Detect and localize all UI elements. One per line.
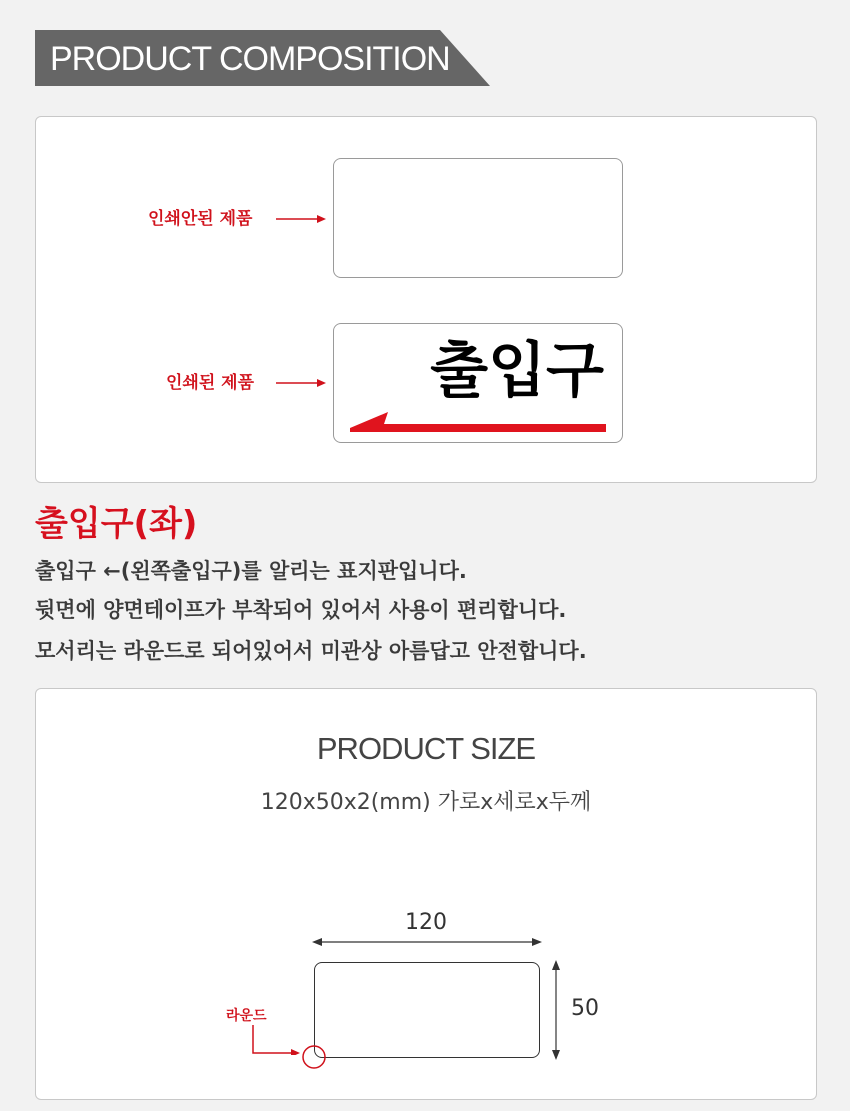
unprinted-sign-preview	[333, 158, 623, 278]
left-arrow-icon	[350, 410, 606, 432]
double-horizontal-arrow-icon	[312, 935, 542, 949]
size-panel	[35, 688, 817, 1100]
product-outline	[314, 962, 540, 1058]
size-dimensions: 120x50x2(mm) 가로x세로x두께	[260, 790, 592, 815]
description-line-1: 출입구 ←(왼쪽출입구)를 알리는 표지판입니다.	[35, 559, 467, 583]
description-line-2: 뒷면에 양면테이프가 부착되어 있어서 사용이 편리합니다.	[35, 598, 567, 622]
description-line-3: 모서리는 라운드로 되어있어서 미관상 아름답고 안전합니다.	[35, 639, 587, 663]
sign-text: 출입구	[430, 336, 604, 406]
right-arrow-icon	[276, 212, 326, 226]
height-label: 50	[571, 996, 599, 1021]
unprinted-product-label: 인쇄안된 제품	[148, 209, 253, 229]
right-arrow-icon	[251, 1025, 301, 1055]
product-heading: 출입구(좌)	[35, 504, 198, 544]
width-label: 120	[405, 910, 447, 935]
size-title: PRODUCT SIZE	[316, 731, 536, 766]
double-vertical-arrow-icon	[549, 960, 563, 1060]
printed-product-label: 인쇄된 제품	[166, 373, 255, 393]
page-title: PRODUCT COMPOSITION	[50, 40, 450, 78]
right-arrow-icon	[276, 376, 326, 390]
printed-sign-preview	[333, 323, 623, 443]
composition-panel	[35, 116, 817, 483]
round-corner-label: 라운드	[226, 1008, 267, 1024]
circle-marker-icon	[300, 1043, 328, 1071]
